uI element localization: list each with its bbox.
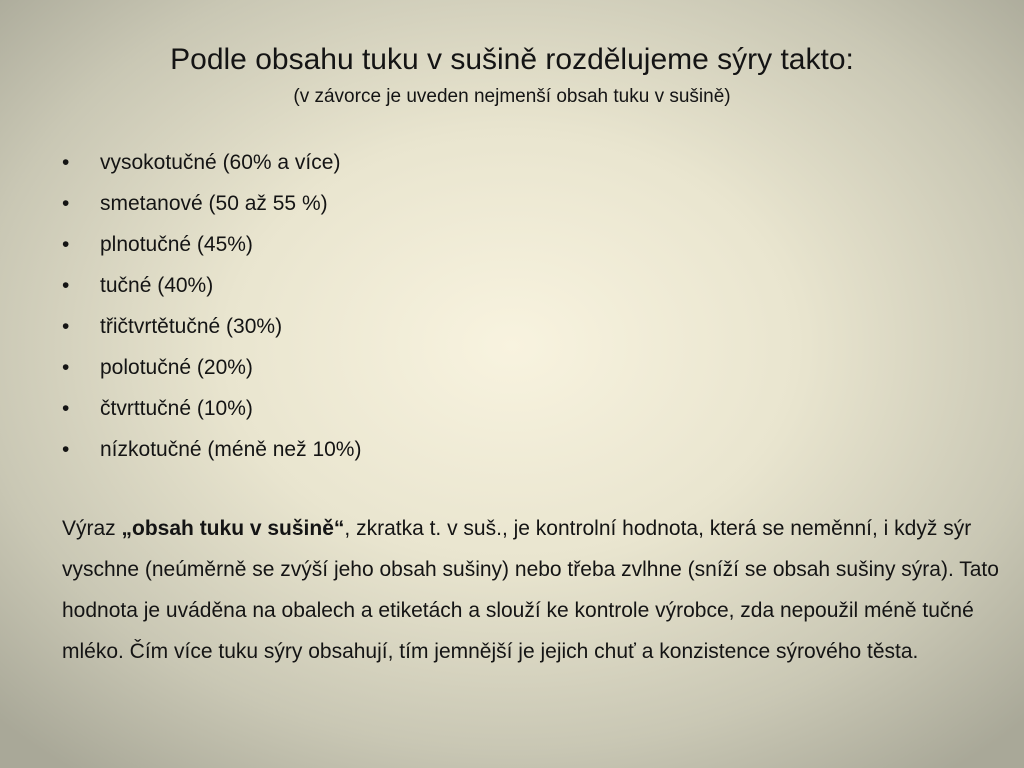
list-item: • nízkotučné (méně než 10%) — [62, 429, 361, 470]
explanation-paragraph — [62, 508, 1002, 672]
list-item: • tučné (40%) — [62, 265, 361, 306]
list-item: • plnotučné (45%) — [62, 224, 361, 265]
fat-category-list — [62, 142, 361, 470]
paragraph-lead: Výraz — [62, 517, 122, 540]
list-item: • smetanové (50 až 55 %) — [62, 183, 361, 224]
list-item: • třičtvrtětučné (30%) — [62, 306, 361, 347]
paragraph-body: , zkratka t. v suš., je kontrolní hodnota, která se neměnní, i když sýr vyschne (neúměrně se zvýší jeho obsah sušiny) nebo třeba zvlhne (sníží se obsah sušiny sýra). Tato hodnota je uváděna na obalech a etiketách a slouží ke kontrole výrobce, zda nepoužil méně tučné mléko. Čím více tuku sýry obsahují, tím jemnější je jejich chuť a konzistence sýrového těsta. — [62, 517, 999, 663]
list-item: • polotučné (20%) — [62, 347, 361, 388]
slide-subtitle: (v závorce je uveden nejmenší obsah tuku v sušině) — [293, 86, 731, 107]
list-item: • čtvrttučné (10%) — [62, 388, 361, 429]
paragraph-term: „obsah tuku v sušině“ — [121, 517, 345, 540]
slide-title: Podle obsahu tuku v sušině rozdělujeme sýry takto: — [170, 43, 854, 76]
list-item: • vysokotučné (60% a více) — [62, 142, 361, 183]
